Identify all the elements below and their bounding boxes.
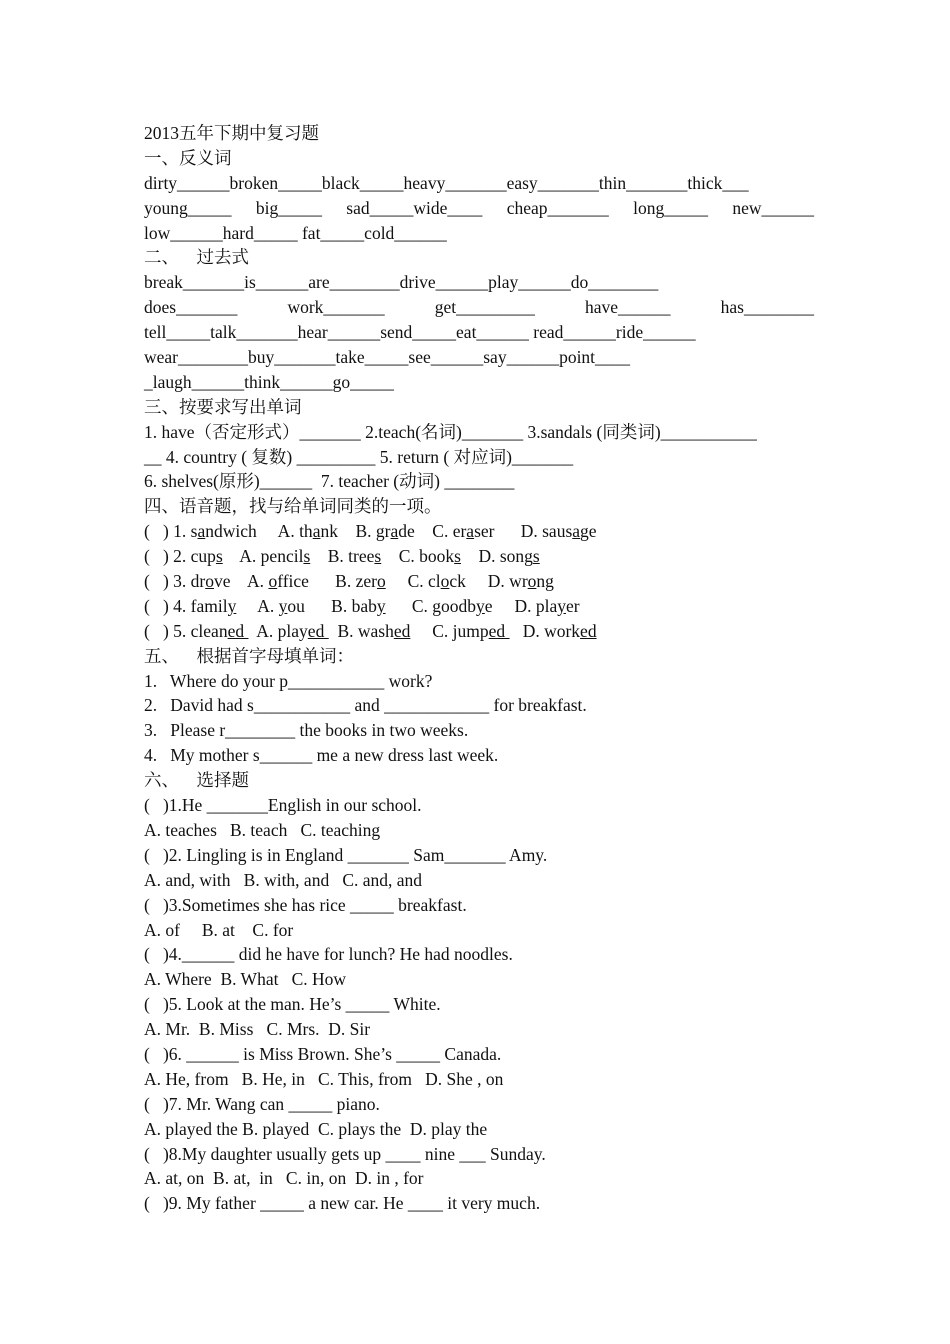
text-segment: C. cl (385, 571, 441, 592)
text-segment: 4. My mother s______ me a new dress last week. (144, 745, 499, 766)
text-segment: 二、 过去式 (144, 247, 249, 268)
text-line (144, 221, 814, 246)
underlined-segment: s (215, 546, 223, 567)
text-segment: A. at, on B. at, in C. in, on D. in , for (144, 1168, 424, 1189)
worksheet-document (144, 121, 814, 1216)
text-segment: A. played the B. played C. plays the D. play the (144, 1118, 488, 1139)
underlined-segment: o (376, 571, 386, 592)
underlined-segment: o (440, 571, 450, 592)
underlined-segment: s (303, 546, 311, 567)
text-segment: A. and, with B. with, and C. and, and (144, 869, 423, 890)
text-line (144, 569, 814, 594)
text-segment: A. of B. at C. for (144, 919, 294, 940)
text-segment: 6. shelves(原形)______ 7. teacher (动词) ________ (144, 471, 515, 492)
text-line (144, 843, 814, 868)
text-segment: 六、 选择题 (144, 770, 249, 791)
underlined-segment: ed (393, 620, 411, 641)
text-line (144, 644, 814, 669)
text-line (144, 544, 814, 569)
text-line (144, 320, 814, 345)
text-segment: A. Mr. B. Miss C. Mrs. D. Sir (144, 1019, 371, 1040)
text-segment: C. goodb (385, 595, 477, 616)
text-segment: A. He, from B. He, in C. This, from D. She , on (144, 1068, 504, 1089)
text-line (144, 868, 814, 893)
text-line (144, 893, 814, 918)
text-line (144, 1017, 814, 1042)
text-segment: 1. Where do your p___________ work? (144, 670, 433, 691)
text-segment: ( )7. Mr. Wang can _____ piano. (144, 1093, 380, 1114)
text-segment: ( )9. My father _____ a new car. He ____ it very much. (144, 1193, 541, 1214)
text-line (144, 1092, 814, 1117)
text-segment: ser D. saus (474, 521, 573, 542)
text-segment: ( )5. Look at the man. He’s _____ White. (144, 994, 441, 1015)
underlined-segment: ed (307, 620, 329, 641)
text-segment: 一、反义词 (144, 147, 232, 168)
text-line (144, 918, 814, 943)
text-segment: _laugh______think______go_____ (144, 371, 394, 392)
text-segment: ( ) 2. cup (144, 546, 216, 567)
text-segment: ndwich A. th (205, 521, 313, 542)
text-line (144, 669, 814, 694)
text-line (144, 718, 814, 743)
text-segment: de C. er (398, 521, 467, 542)
text-segment: ve A. (213, 571, 269, 592)
text-segment: ng (536, 571, 554, 592)
text-segment: 五、 根据首字母填单词： (144, 645, 354, 666)
text-line (144, 171, 814, 196)
underlined-segment: ed (580, 620, 597, 641)
text-line (144, 992, 814, 1017)
text-line (144, 818, 814, 843)
text-line (144, 1117, 814, 1142)
text-line (144, 619, 814, 644)
text-line (144, 693, 814, 718)
text-line (144, 967, 814, 992)
text-line (144, 1042, 814, 1067)
text-line (144, 594, 814, 619)
text-line (144, 295, 814, 320)
text-segment: D. song (460, 546, 533, 567)
text-line (144, 420, 814, 445)
text-segment: ( ) 4. famil (144, 595, 228, 616)
text-line (144, 1166, 814, 1191)
text-segment: er (565, 595, 580, 616)
text-line (144, 245, 814, 270)
text-line (144, 370, 814, 395)
text-segment: 2013五年下期中复习题 (144, 123, 319, 143)
text-segment: young_____ big_____ sad_____wide____ cheap_______ long_____ new______ (144, 197, 814, 218)
underlined-segment: a (572, 521, 581, 542)
text-segment: C. jump (410, 620, 489, 641)
text-segment: 2. David had s___________ and ____________ for breakfast. (144, 695, 587, 716)
text-line (144, 270, 814, 295)
text-segment: A. play (248, 620, 308, 641)
text-segment: 3. Please r________ the books in two weeks. (144, 720, 469, 741)
underlined-segment: s (454, 546, 461, 567)
text-line (144, 395, 814, 420)
underlined-segment: s (374, 546, 382, 567)
text-segment: C. book (381, 546, 455, 567)
text-segment: 1. have（否定形式）_______ 2.teach(名词)_______ 3.sandals (同类词)___________ (144, 421, 757, 442)
underlined-segment: y (557, 595, 566, 616)
underlined-segment: o (268, 571, 278, 592)
underlined-segment: a (312, 521, 321, 542)
text-segment: wear________buy_______take_____see______say______point____ (144, 347, 631, 368)
underlined-segment: a (197, 521, 206, 542)
underlined-segment: a (390, 521, 399, 542)
text-segment: ( ) 3. dr (144, 571, 206, 592)
text-segment: ( ) 5. clean (144, 620, 228, 641)
underlined-segment: y (476, 595, 485, 616)
underlined-segment: ed (488, 620, 510, 641)
text-segment: ( )3.Sometimes she has rice _____ breakfast. (144, 894, 467, 915)
text-segment: 四、语音题，找与给单词同类的一项。 (144, 496, 442, 517)
text-segment: A. Where B. What C. How (144, 969, 347, 990)
text-line (144, 1142, 814, 1167)
underlined-segment: s (532, 546, 540, 567)
text-line (144, 793, 814, 818)
text-line (144, 345, 814, 370)
text-segment: e D. pla (484, 595, 558, 616)
text-segment: ou B. bab (287, 595, 377, 616)
underlined-segment: o (527, 571, 537, 592)
text-segment: break_______is______are________drive______play______do________ (144, 272, 659, 293)
text-segment: B. tree (310, 546, 375, 567)
text-segment: does_______ work_______ get_________ have______ has________ (144, 297, 814, 318)
text-segment: ( )6. ______ is Miss Brown. She’s _____ Canada. (144, 1043, 502, 1064)
text-line (144, 445, 814, 470)
text-segment: ge (580, 521, 597, 542)
text-segment: ffice B. zer (277, 571, 377, 592)
text-line (144, 494, 814, 519)
text-line (144, 519, 814, 544)
text-line (144, 1067, 814, 1092)
text-segment: __ 4. country ( 复数) _________ 5. return ( 对应词)_______ (144, 446, 574, 467)
text-segment: ( )2. Lingling is in England _______ Sam_______ Amy. (144, 844, 548, 865)
text-segment: 三、按要求写出单词 (144, 396, 302, 417)
text-line (144, 743, 814, 768)
text-line (144, 942, 814, 967)
underlined-segment: y (278, 595, 288, 616)
text-segment: ( )4.______ did he have for lunch? He had noodles. (144, 944, 513, 965)
text-line (144, 121, 814, 146)
text-segment: A. (236, 595, 279, 616)
text-segment: B. wash (328, 620, 394, 641)
text-segment: ck D. wr (449, 571, 528, 592)
text-segment: nk B. gr (320, 521, 391, 542)
underlined-segment: y (227, 595, 237, 616)
text-line (144, 768, 814, 793)
underlined-segment: a (466, 521, 475, 542)
underlined-segment: y (376, 595, 386, 616)
text-line (144, 1191, 814, 1216)
text-segment: dirty______broken_____black_____heavy_______easy_______thin_______thick___ (144, 172, 749, 193)
text-segment: tell_____talk_______hear______send_____eat______ read______ride______ (144, 322, 696, 343)
underlined-segment: o (205, 571, 214, 592)
text-segment: D. work (509, 620, 581, 641)
text-line (144, 146, 814, 171)
text-segment: ( ) 1. s (144, 521, 198, 542)
text-line (144, 469, 814, 494)
text-segment: low______hard_____ fat_____cold______ (144, 222, 447, 243)
text-segment: ( )1.He _______English in our school. (144, 795, 422, 816)
text-segment: ( )8.My daughter usually gets up ____ nine ___ Sunday. (144, 1143, 546, 1164)
text-line (144, 196, 814, 221)
underlined-segment: ed (227, 620, 249, 641)
text-segment: A. teaches B. teach C. teaching (144, 819, 381, 840)
text-segment: A. pencil (222, 546, 304, 567)
